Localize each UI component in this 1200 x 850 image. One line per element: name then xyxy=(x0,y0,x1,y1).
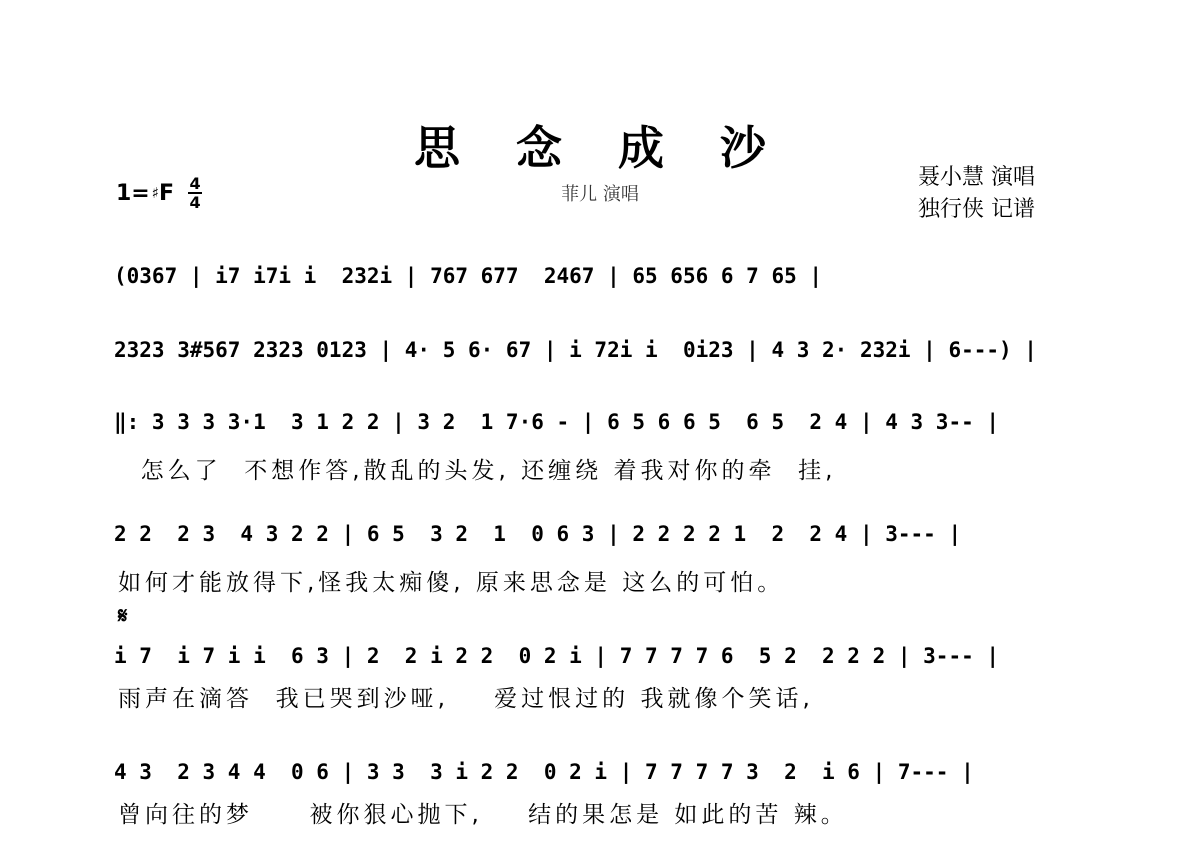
notes-line-1: (0367 | i7 i7i i 232i | 767 677 2467 | 65 656 6 7 65 | xyxy=(114,264,823,288)
key-signature xyxy=(116,176,202,210)
score-line-6 xyxy=(114,752,1090,796)
notes-line-3: ‖: 3 3 3 3·1 3 1 2 2 | 3 2 1 7·6 - | 6 5 6 6 5 6 5 2 4 | 4 3 3-- | xyxy=(114,410,1000,434)
key-label: 1= xyxy=(116,180,150,206)
time-top: 4 xyxy=(189,174,201,193)
notes-line-6: 4 3 2 3 4 4 0 6 | 3 3 3 i 2 2 0 2 i | 7 7 7 7 3 2 i 6 | 7--- | xyxy=(114,760,974,784)
time-bottom: 4 xyxy=(189,193,201,212)
lyrics-line-6: 曾向往的梦 被你狠心抛下, 结的果怎是 如此的苦 辣。 xyxy=(118,802,848,828)
lyrics-line-4: 如何才能放得下,怪我太痴傻, 原来思念是 这么的可怕。 xyxy=(118,570,785,596)
credit-transcriber: 独行侠 记谱 xyxy=(918,197,1035,222)
subtitle: 菲儿 演唱 xyxy=(561,184,639,205)
score-line-5 xyxy=(114,636,1090,680)
score-line-3 xyxy=(114,402,1090,446)
notes-line-2: 2323 3#567 2323 0123 | 4· 5 6· 67 | i 72i i 0i23 | 4 3 2· 232i | 6---) | xyxy=(114,338,1037,362)
key-accidental: ♯ xyxy=(151,184,160,202)
lyrics-line-5: 雨声在滴答 我已哭到沙哑, 爱过恨过的 我就像个笑话, xyxy=(118,686,814,712)
time-signature xyxy=(188,176,202,210)
notes-line-5: i 7 i 7 i i 6 3 | 2 2 i 2 2 0 2 i | 7 7 7 7 6 5 2 2 2 2 | 3--- | xyxy=(114,644,1000,668)
score-line-1 xyxy=(114,256,1090,300)
credits xyxy=(918,162,1035,226)
key-note: F xyxy=(159,180,175,206)
score-line-4 xyxy=(114,514,1090,558)
page-title: 思 念 成 沙 xyxy=(413,121,787,175)
lyrics-line-3: 怎么了 不想作答,散乱的头发, 还缠绕 着我对你的牵 挂, xyxy=(118,458,837,484)
segno-sign: 𝄋 xyxy=(118,604,128,629)
credit-singer: 聂小慧 演唱 xyxy=(918,165,1035,190)
score-line-2 xyxy=(114,330,1090,374)
notes-line-4: 2 2 2 3 4 3 2 2 | 6 5 3 2 1 0 6 3 | 2 2 2 2 1 2 2 4 | 3--- | xyxy=(114,522,962,546)
